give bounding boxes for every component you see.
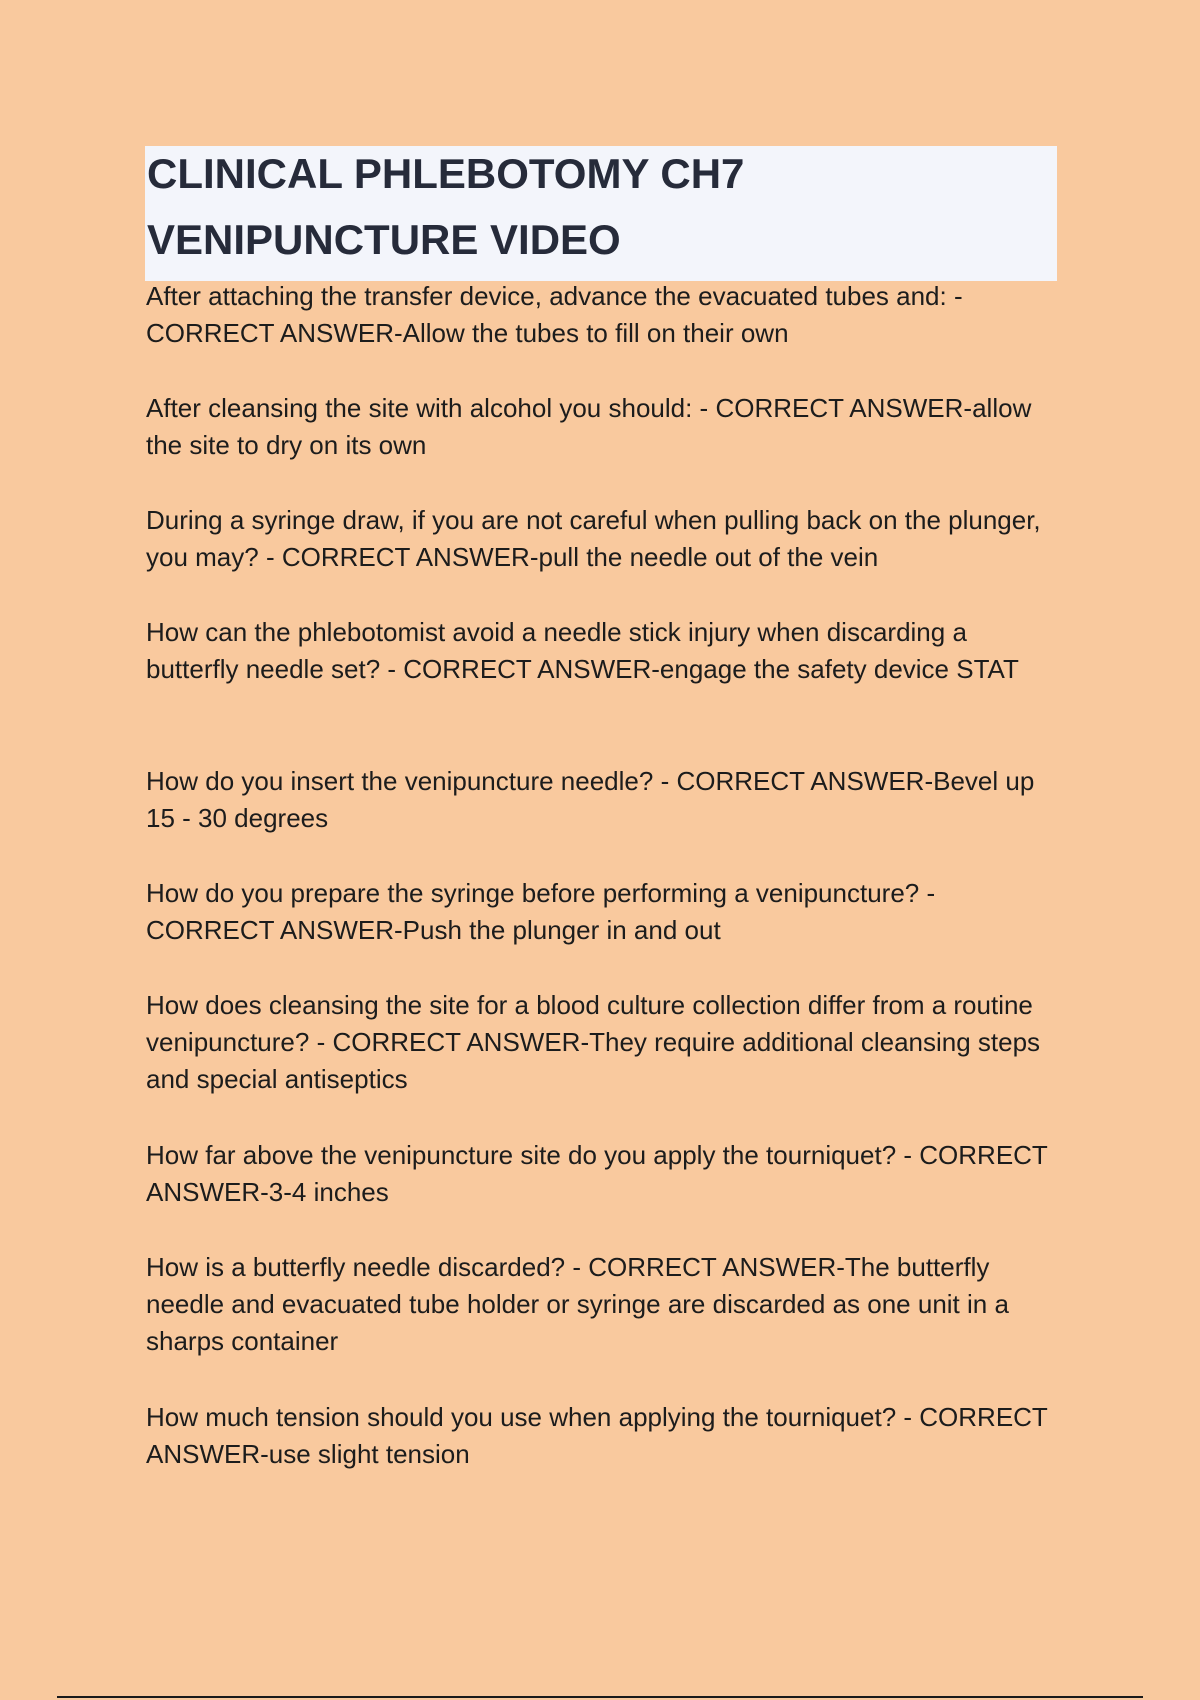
answer-text: allow the site to dry on its own — [146, 393, 1032, 460]
separator: - — [919, 878, 936, 908]
qa-item — [146, 1399, 1066, 1473]
question-text: After attaching the transfer device, advance the evacuated tubes and: — [146, 281, 947, 311]
answer-text: They require additional cleansing steps and special antiseptics — [146, 1027, 1041, 1094]
title-box — [145, 146, 1057, 281]
page-title-line-2: VENIPUNCTURE VIDEO — [147, 216, 621, 263]
answer-text: Bevel up 15 - 30 degrees — [146, 766, 1035, 833]
answer-prefix: CORRECT ANSWER- — [146, 1140, 1048, 1207]
answer-prefix: CORRECT ANSWER- — [332, 1027, 590, 1057]
answer-prefix: CORRECT ANSWER- — [403, 654, 660, 684]
question-text: After cleansing the site with alcohol you should: — [146, 393, 693, 423]
answer-text: Push the plunger in and out — [402, 915, 721, 945]
qa-item — [146, 987, 1066, 1098]
answer-prefix: CORRECT ANSWER- — [588, 1252, 845, 1282]
separator: - — [692, 393, 716, 423]
answer-text: The butterfly needle and evacuated tube holder or syringe are discarded as one unit in a sharps container — [146, 1252, 1009, 1356]
answer-text: Allow the tubes to fill on their own — [402, 318, 789, 348]
separator: - — [896, 1140, 920, 1170]
answer-text: 3-4 inches — [268, 1177, 389, 1207]
answer-prefix: CORRECT ANSWER- — [146, 318, 403, 348]
qa-item — [146, 875, 1066, 949]
answer-prefix: CORRECT ANSWER- — [281, 542, 539, 572]
question-text: During a syringe draw, if you are not careful when pulling back on the plunger, you may? — [146, 505, 1041, 572]
separator: - — [946, 281, 963, 311]
answer-prefix: CORRECT ANSWER- — [146, 1402, 1048, 1469]
qa-item — [146, 614, 1066, 688]
separator: - — [565, 1252, 589, 1282]
page-title-line-1: CLINICAL PHLEBOTOMY CH7 — [147, 150, 745, 197]
separator: - — [896, 1402, 920, 1432]
qa-item — [146, 1137, 1066, 1211]
qa-item — [146, 390, 1066, 464]
separator: - — [258, 542, 282, 572]
question-text: How do you insert the venipuncture needle? — [146, 766, 654, 796]
qa-item — [146, 502, 1066, 576]
answer-prefix: CORRECT ANSWER- — [715, 393, 973, 423]
answer-prefix: CORRECT ANSWER- — [146, 915, 403, 945]
question-text: How does cleansing the site for a blood culture collection differ from a routine venipuncture? — [146, 990, 1033, 1057]
qa-item — [146, 278, 1066, 352]
answer-text: engage the safety device STAT — [659, 654, 1019, 684]
page-divider — [57, 1696, 1143, 1698]
question-text: How far above the venipuncture site do you apply the tourniquet? — [146, 1140, 897, 1170]
separator: - — [309, 1027, 333, 1057]
question-text: How can the phlebotomist avoid a needle stick injury when discarding a butterfly needle set? — [146, 617, 967, 684]
answer-text: pull the needle out of the vein — [538, 542, 879, 572]
separator: - — [380, 654, 404, 684]
question-text: How much tension should you use when applying the tourniquet? — [146, 1402, 897, 1432]
separator: - — [653, 766, 677, 796]
answer-text: use slight tension — [268, 1439, 470, 1469]
qa-item — [146, 1249, 1066, 1360]
question-text: How is a butterfly needle discarded? — [146, 1252, 566, 1282]
answer-prefix: CORRECT ANSWER- — [676, 766, 934, 796]
qa-item — [146, 763, 1066, 837]
question-text: How do you prepare the syringe before performing a venipuncture? — [146, 878, 920, 908]
